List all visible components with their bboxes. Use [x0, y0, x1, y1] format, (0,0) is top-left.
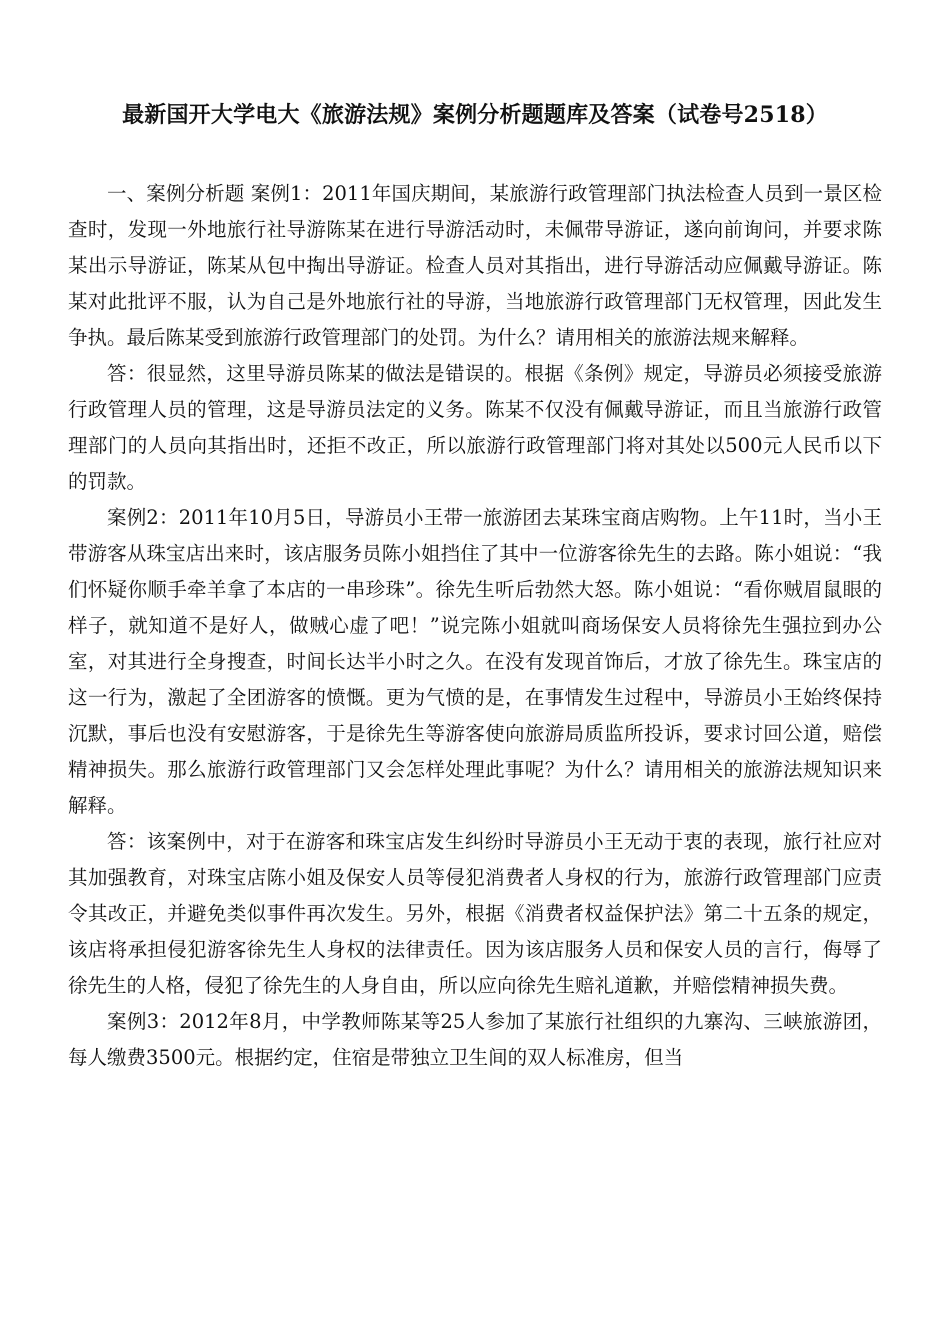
- paragraph-case-2-answer: 答：该案例中，对于在游客和珠宝店发生纠纷时导游员小王无动于衷的表现，旅行社应对其加强教育，对珠宝店陈小姐及保安人员等侵犯消费者人身权的行为，旅游行政管理部门应责令其改正，并避免类似事件再次发生。另外，根据《消费者权益保护法》第二十五条的规定，该店将承担侵犯游客徐先生人身权的法律责任。因为该店服务人员和保安人员的言行，侮辱了徐先生的人格，侵犯了徐先生的人身自由，所以应向徐先生赔礼道歉，并赔偿精神损失费。: [68, 830, 882, 997]
- paragraph-case-3-question: 案例3：2012年8月，中学教师陈某等25人参加了某旅行社组织的九寨沟、三峡旅游团，每人缴费3500元。根据约定，住宿是带独立卫生间的双人标准房，但当: [68, 1010, 882, 1069]
- paragraph-case-2-question: 案例2：2011年10月5日，导游员小王带一旅游团去某珠宝商店购物。上午11时，当小王带游客从珠宝店出来时，该店服务员陈小姐挡住了其中一位游客徐先生的去路。陈小姐说：“我们怀疑你顺手牵羊拿了本店的一串珍珠”。徐先生听后勃然大怒。陈小姐说：“看你贼眉鼠眼的样子，就知道不是好人，做贼心虚了吧！”说完陈小姐就叫商场保安人员将徐先生强拉到办公室，对其进行全身搜查，时间长达半小时之久。在没有发现首饰后，才放了徐先生。珠宝店的这一行为，激起了全团游客的愤慨。更为气愤的是，在事情发生过程中，导游员小王始终保持沉默，事后也没有安慰游客，于是徐先生等游客使向旅游局质监所投诉，要求讨回公道，赔偿精神损失。那么旅游行政管理部门又会怎样处理此事呢？为什么？请用相关的旅游法规知识来解释。: [68, 506, 882, 817]
- paragraph-case-1-question: 一、案例分析题 案例1：2011年国庆期间，某旅游行政管理部门执法检查人员到一景区检查时，发现一外地旅行社导游陈某在进行导游活动时，未佩带导游证，遂向前询问，并要求陈某出示导游证，陈某从包中掏出导游证。检查人员对其指出，进行导游活动应佩戴导游证。陈某对此批评不服，认为自己是外地旅行社的导游，当地旅游行政管理部门无权管理，因此发生争执。最后陈某受到旅游行政管理部门的处罚。为什么？请用相关的旅游法规来解释。: [68, 182, 882, 349]
- document-title: 最新国开大学电大《旅游法规》案例分析题题库及答案（试卷号2518）: [122, 102, 828, 128]
- document-body: [68, 176, 882, 1076]
- paragraph-case-1-answer: 答：很显然，这里导游员陈某的做法是错误的。根据《条例》规定，导游员必须接受旅游行政管理人员的管理，这是导游员法定的义务。陈某不仅没有佩戴导游证，而且当旅游行政管理部门的人员向其指出时，还拒不改正，所以旅游行政管理部门将对其处以500元人民币以下的罚款。: [68, 362, 882, 493]
